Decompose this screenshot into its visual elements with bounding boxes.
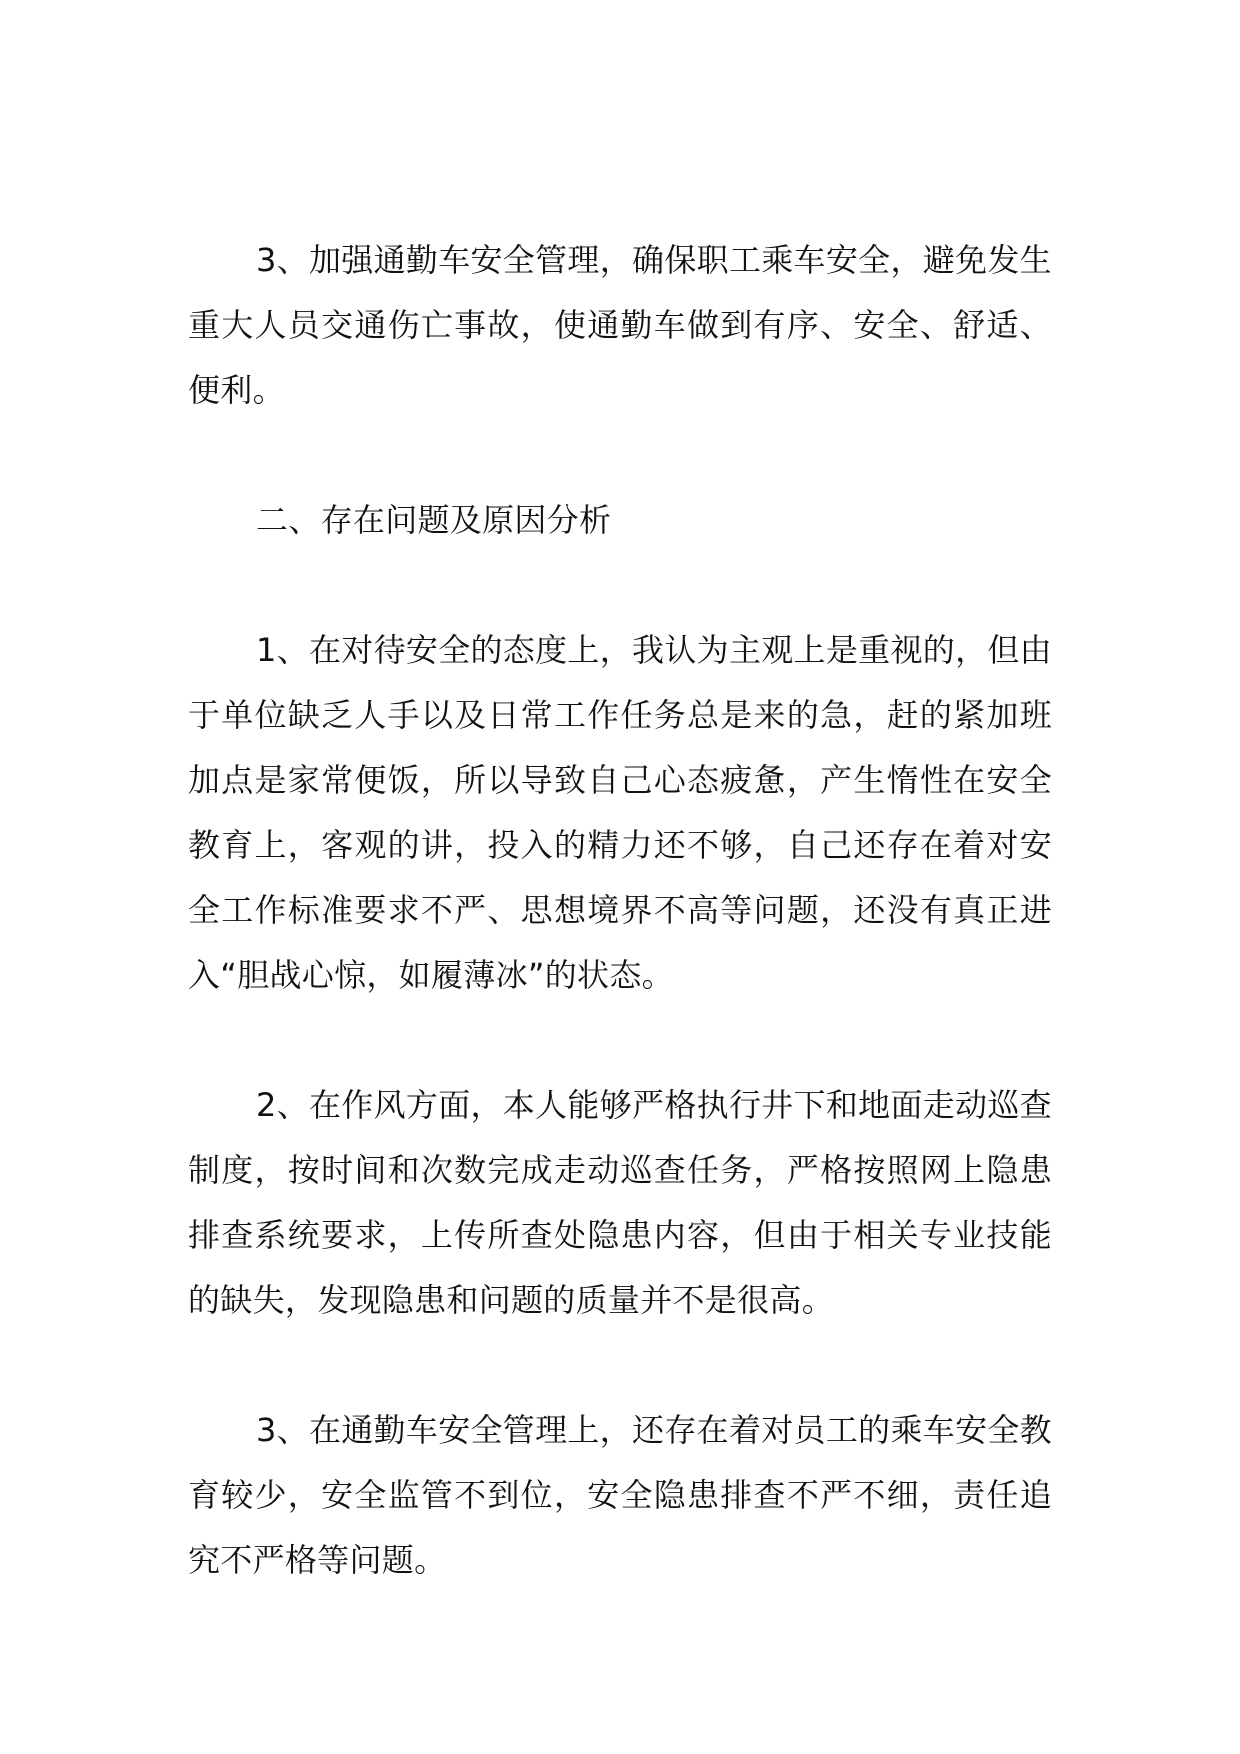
section-heading-problems: 二、存在问题及原因分析 [256, 501, 612, 539]
paragraph-safety-attitude: 1、在对待安全的态度上，我认为主观上是重视的，但由于单位缺乏人手以及日常工作任务总是来的急，赶的紧加班加点是家常便饭，所以导致自己心态疲惫，产生惰性在安全教育上，客观的讲，投入的精力还不够，自己还存在着对安全工作标准要求不严、思想境界不高等问题，还没有真正进入“胆战心惊，如履薄冰”的状态。 [188, 631, 1052, 994]
paragraph-work-style: 2、在作风方面，本人能够严格执行井下和地面走动巡查制度，按时间和次数完成走动巡查任务，严格按照网上隐患排查系统要求，上传所查处隐患内容，但由于相关专业技能的缺失，发现隐患和问题的质量并不是很高。 [188, 1086, 1052, 1319]
paragraph-commuter-management: 3、在通勤车安全管理上，还存在着对员工的乘车安全教育较少，安全监管不到位，安全隐患排查不严不细，责任追究不严格等问题。 [188, 1411, 1052, 1579]
document-body [188, 228, 1052, 1658]
paragraph-commuter-goal: 3、加强通勤车安全管理，确保职工乘车安全，避免发生重大人员交通伤亡事故，使通勤车做到有序、安全、舒适、便利。 [188, 241, 1052, 409]
